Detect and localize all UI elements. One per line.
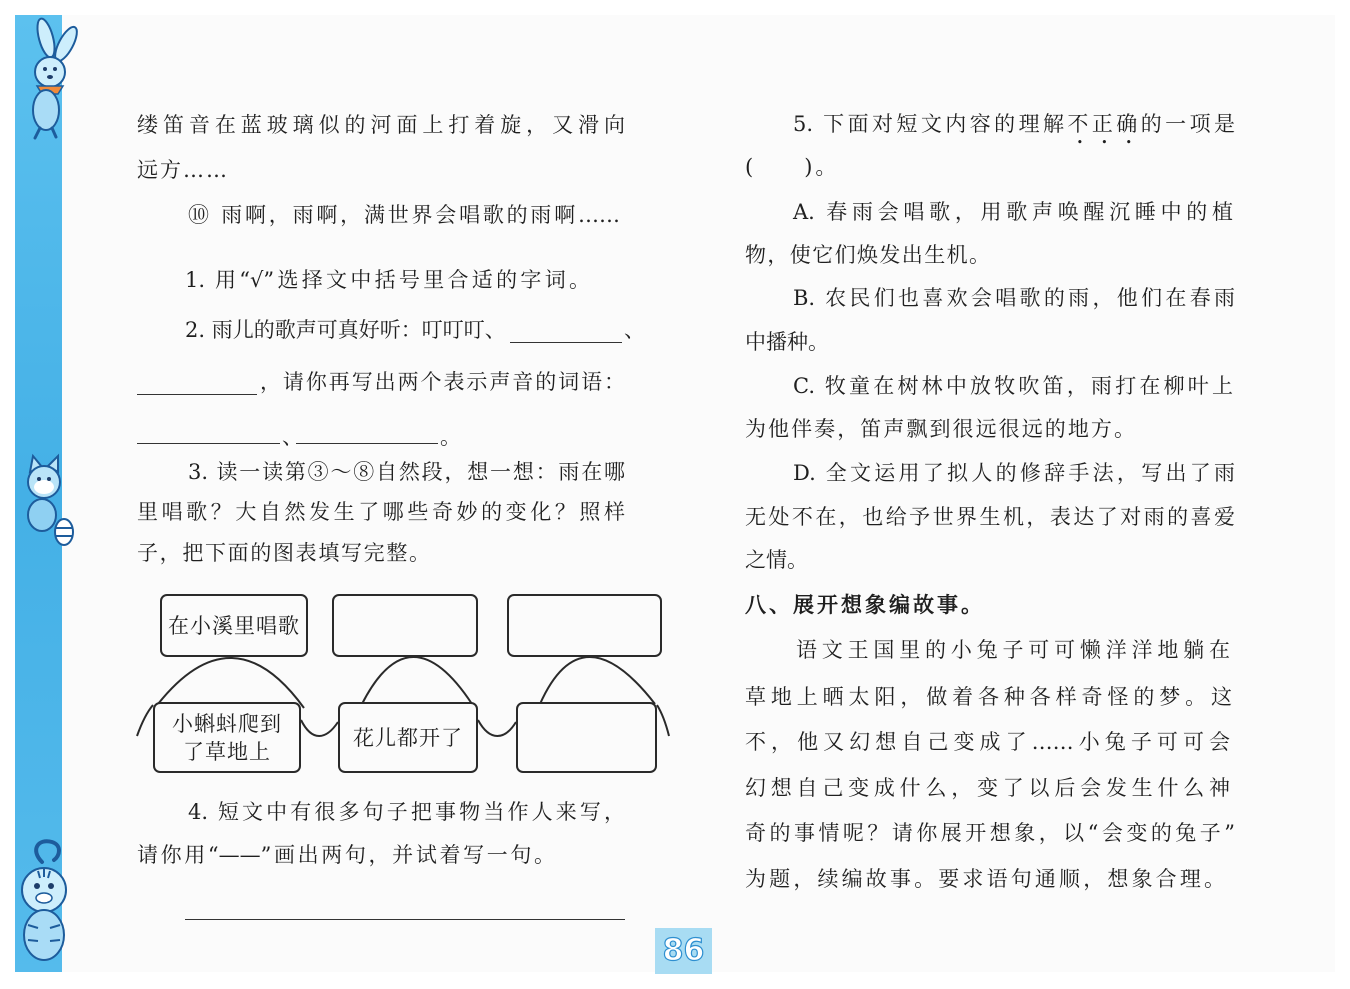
option-c: C. 牧童在树林中放牧吹笛，雨打在柳叶上 [793,374,1233,398]
question-2-punctuation: 、 [282,425,303,449]
cat-illustration [28,456,73,545]
option-d: 无处不在，也给予世界生机，表达了对雨的喜爱 [745,505,1235,529]
diagram-link [301,720,338,736]
diagram-box-label: 在小溪里唱歌 [168,613,300,638]
tiger-eye [48,883,54,889]
diagram-arch [158,658,304,708]
cat-tail [55,519,73,545]
answer-blank [137,443,280,444]
story-prompt-line: 语文王国里的小兔子可可懒洋洋地躺在 [796,638,1230,662]
cat-face [34,480,54,494]
question-5-stem [793,109,1235,139]
question-2-punctuation: 。 [440,425,461,449]
tiger-illustration [22,841,66,960]
diagram-box-label: 小蝌蚪爬到 [172,711,282,736]
question-3-text: 里唱歌？大自然发生了哪些奇妙的变化？照样 [137,500,625,524]
question-1: 1. 用“√”选择文中括号里合适的字词。 [185,268,590,292]
tiger-tail [36,841,59,862]
option-a: 物，使它们焕发出生机。 [745,243,990,267]
option-c: 为他伴奏，笛声飘到很远很远的地方。 [745,417,1135,441]
answer-line [185,919,625,920]
story-prompt-line: 草地上晒太阳，做着各种各样奇怪的梦。这 [745,685,1232,709]
rabbit-body [33,90,59,130]
answer-bracket: ( )。 [745,155,840,179]
answer-blank [137,394,257,395]
diagram-top-box [507,594,662,657]
answer-blank [296,443,438,444]
option-d: 之情。 [745,548,808,572]
tiger-eye [34,883,40,889]
rabbit-illustration [33,17,81,138]
diagram-box-label: 了草地上 [183,739,271,764]
story-prompt-line: 幻想自己变成什么，变了以后会发生什么神 [745,776,1230,800]
option-d: D. 全文运用了拟人的修辞手法，写出了雨 [793,461,1235,485]
diagram-top-box [160,594,308,657]
option-b: 中播种。 [745,330,829,354]
question-2-text: 2. 雨儿的歌声可真好听：叮叮叮、 [185,318,506,342]
diagram-box-label: 花儿都开了 [353,725,463,750]
rabbit-ear [34,17,58,59]
cat-eye [47,477,51,481]
question-5-text: 5. 下面对短文内容的理解 [793,112,1068,136]
diagram-bottom-box [153,702,301,773]
cat-eye [37,477,41,481]
question-4-text: 4. 短文中有很多句子把事物当作人来写， [188,800,625,824]
story-prompt-line: 为题，续编故事。要求语句通顺，想象合理。 [745,867,1225,891]
diagram-top-box [332,594,478,657]
story-prompt-line: 不，他又幻想自己变成了……小兔子可可会 [745,730,1230,754]
diagram-link [137,705,153,736]
answer-blank [510,342,622,343]
question-2-punctuation: 、 [624,318,645,342]
page-number: 86 [655,928,712,974]
rabbit-eye [43,67,47,71]
diagram-bottom-box [338,702,478,773]
diagram-bottom-box [516,702,657,773]
diagram-arch [540,657,655,704]
rabbit-eye [53,67,57,71]
rabbit-nose [47,75,53,79]
diagram-link [478,720,516,736]
tiger-body [24,910,64,960]
story-prompt-line: 奇的事情呢？请你展开想象，以“会变的兔子” [745,821,1235,845]
option-a: A. 春雨会唱歌，用歌声唤醒沉睡中的植 [793,200,1233,224]
diagram-arch [362,657,472,704]
passage-line: 缕笛音在蓝玻璃似的河面上打着旋，又滑向 [137,113,625,137]
passage-line: 远方…… [137,158,229,182]
emphasized-text: 不正确 [1067,112,1141,136]
section-heading: 八、展开想象编故事。 [745,592,985,617]
rabbit-head [35,57,65,87]
side-decoration [0,0,100,989]
paragraph-10: ⑩ 雨啊，雨啊，满世界会唱歌的雨啊…… [188,203,620,227]
question-2-text: ，请你再写出两个表示声音的词语： [260,370,625,394]
tiger-muzzle [36,893,52,903]
cat-body [28,499,56,531]
question-3-text: 子，把下面的图表填写完整。 [137,541,430,565]
question-4-text: 请你用“——”画出两句，并试着写一句。 [137,843,555,867]
question-3-text: 3. 读一读第③～⑧自然段，想一想：雨在哪 [188,460,625,484]
diagram-link [657,705,669,736]
question-5-text: 的一项是 [1140,112,1236,136]
option-b: B. 农民们也喜欢会唱歌的雨，他们在春雨 [793,286,1235,310]
